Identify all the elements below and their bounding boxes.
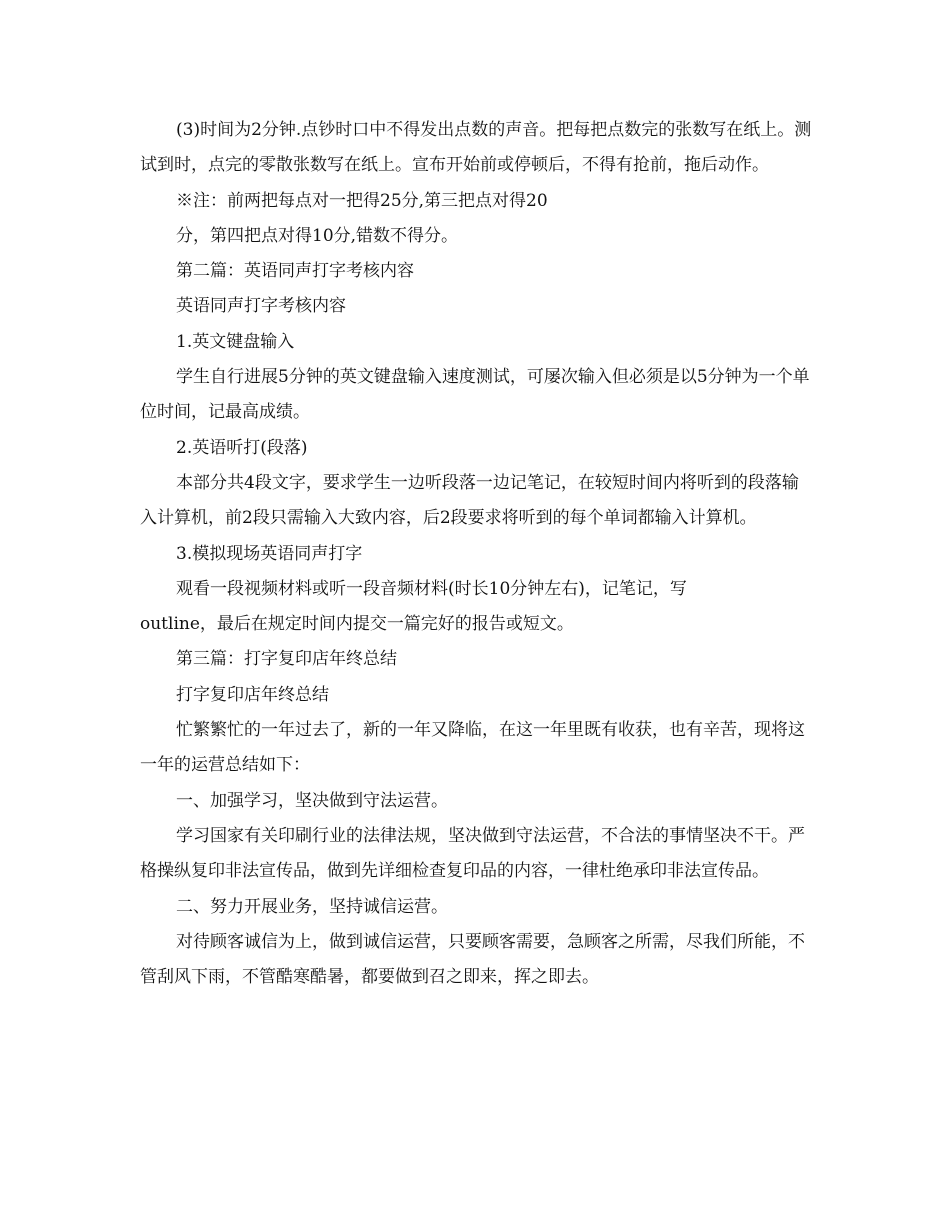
paragraph-honest-operation: 对待顾客诚信为上，做到诚信运营，只要顾客需要，急顾客之所需，尽我们所能，不管刮风下雨，不管酷寒酷暑，都要做到召之即来，挥之即去。 — [140, 931, 805, 988]
paragraph-year-intro: 忙繁繁忙的一年过去了，新的一年又降临，在这一年里既有收获，也有辛苦，现将这一年的运营总结如下： — [140, 720, 805, 776]
subheading-develop-business: 二、努力开展业务，坚持诚信运营。 — [176, 896, 448, 917]
paragraph-simulated-typing-continued: outline，最后在规定时间内提交一篇完好的报告或短文。 — [140, 614, 574, 635]
paragraph-counting-rules: (3)时间为2分钟.点钞时口中不得发出点数的声音。把每把点数完的张数写在纸上。测试到时，点完的零散张数写在纸上。宣布开始前或停顿后，不得有抢前，拖后动作。 — [140, 120, 812, 176]
section-heading-part-two: 第二篇：英语同声打字考核内容 — [176, 261, 414, 282]
subheading-strengthen-learning: 一、加强学习，坚决做到守法运营。 — [176, 790, 448, 811]
paragraph-simulated-typing: 观看一段视频材料或听一段音频材料(时长10分钟左右)，记笔记，写 — [176, 578, 687, 599]
item-heading-keyboard-input: 1.英文键盘输入 — [176, 331, 295, 352]
section-heading-part-three: 第三篇：打字复印店年终总结 — [176, 649, 397, 670]
paragraph-keyboard-input: 学生自行进展5分钟的英文键盘输入速度测试，可屡次输入但必须是以5分钟为一个单位时间，记最高成绩。 — [140, 367, 810, 423]
paragraph-note-scoring-continued: 分，第四把点对得10分,错数不得分。 — [176, 225, 459, 246]
item-heading-listening-typing: 2.英语听打(段落) — [176, 437, 308, 458]
paragraph-note-scoring: ※注：前两把每点对一把得25分,第三把点对得20 — [176, 190, 548, 211]
section-title-year-summary: 打字复印店年终总结 — [176, 684, 329, 705]
item-heading-simulated-typing: 3.模拟现场英语同声打字 — [176, 543, 363, 564]
paragraph-legal-operation: 学习国家有关印刷行业的法律法规，坚决做到守法运营，不合法的事情坚决不干。严格操纵复印非法宣传品，做到先详细检查复印品的内容，一律杜绝承印非法宣传品。 — [140, 825, 805, 882]
section-title-typing-assessment: 英语同声打字考核内容 — [176, 296, 346, 317]
paragraph-listening-typing: 本部分共4段文字，要求学生一边听段落一边记笔记，在较短时间内将听到的段落输入计算机，前2段只需输入大致内容，后2段要求将听到的每个单词都输入计算机。 — [140, 472, 799, 529]
document-body — [140, 113, 812, 995]
